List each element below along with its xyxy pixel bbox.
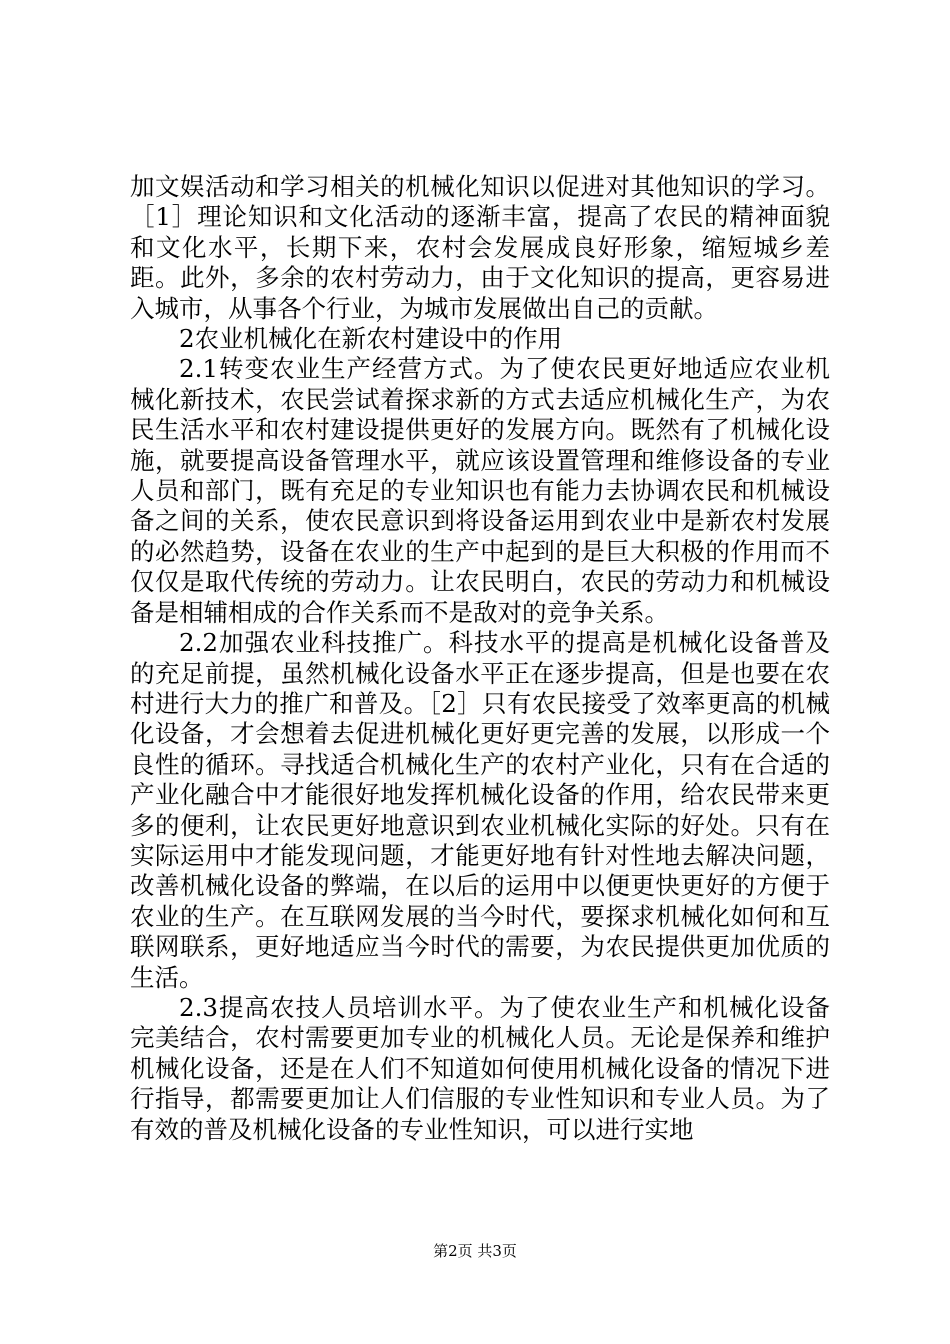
document-body (130, 172, 830, 1145)
page-footer: 第2页 共3页 (433, 1242, 517, 1260)
paragraph-2-1: 2.1转变农业生产经营方式。为了使农民更好地适应农业机械化新技术，农民尝试着探求新的方式去适应机械化生产，为农民生活水平和农村建设提供更好的发展方向。既然有了机械化设施，就要提高设备管理水平，就应该设置管理和维修设备的专业人员和部门，既有充足的专业知识也有能力去协调农民和机械设备之间的关系，使农民意识到将设备运用到农业中是新农村发展的必然趋势，设备在农业的生产中起到的是巨大积极的作用而不仅仅是取代传统的劳动力。让农民明白，农民的劳动力和机械设备是相辅相成的合作关系而不是敌对的竞争关系。 (130, 354, 830, 627)
section-heading-2: 2农业机械化在新农村建设中的作用 (179, 324, 563, 354)
paragraph-2-2: 2.2加强农业科技推广。科技水平的提高是机械化设备普及的充足前提，虽然机械化设备水平正在逐步提高，但是也要在农村进行大力的推广和普及。［2］只有农民接受了效率更高的机械化设备，才会想着去促进机械化更好更完善的发展，以形成一个良性的循环。寻找适合机械化生产的农村产业化，只有在合适的产业化融合中才能很好地发挥机械化设备的作用，给农民带来更多的便利，让农民更好地意识到农业机械化实际的好处。只有在实际运用中才能发现问题，才能更好地有针对性地去解决问题，改善机械化设备的弊端，在以后的运用中以便更快更好的方便于农业的生产。在互联网发展的当今时代，要探求机械化如何和互联网联系，更好地适应当今时代的需要，为农民提供更加优质的生活。 (130, 628, 830, 992)
paragraph-2-3: 2.3提高农技人员培训水平。为了使农业生产和机械化设备完美结合，农村需要更加专业的机械化人员。无论是保养和维护机械化设备，还是在人们不知道如何使用机械化设备的情况下进行指导，都需要更加让人们信服的专业性知识和专业人员。为了有效的普及机械化设备的专业性知识，可以进行实地 (130, 992, 830, 1144)
paragraph-1: 加文娱活动和学习相关的机械化知识以促进对其他知识的学习。［1］理论知识和文化活动的逐渐丰富，提高了农民的精神面貌和文化水平，长期下来，农村会发展成良好形象，缩短城乡差距。此外，多余的农村劳动力，由于文化知识的提高，更容易进入城市，从事各个行业，为城市发展做出自己的贡献。 (130, 172, 830, 323)
